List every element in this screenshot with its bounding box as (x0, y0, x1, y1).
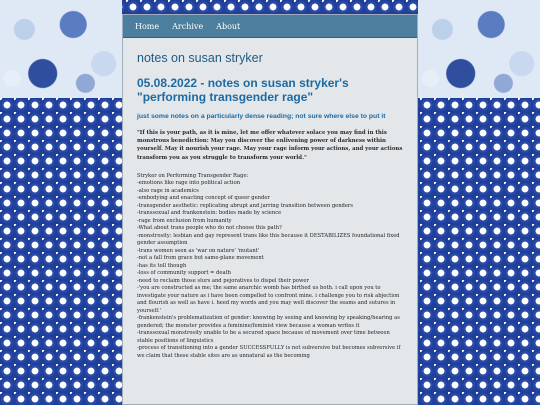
post-content (123, 51, 417, 360)
blog-title: notes on susan stryker (137, 51, 263, 65)
post-quote: "If this is your path, as it is mine, let me offer whatever solace you may find in this monstrous benediction: May you discover the enlivening power of darkness within yourself. May it nourish your rage. May your rage inform your actions, and your actions transform you as you struggle to transform your world." (137, 130, 403, 161)
notes-line: -embodying and enacting concept of queer gender (137, 195, 270, 202)
notes-line: -trans women seen as 'war on nature' 'mutant' (137, 247, 260, 254)
notes-line: -rage from exclusion from humanity (137, 217, 232, 224)
notes-line: -has its toll though (137, 262, 187, 269)
notes-line: -monstrosity: lesbian and gay represent trans like this because it DESTABILIZES foundational fixed gender assumption (137, 232, 400, 247)
notes-line: -frankenstein's problematization of gender: knowing by seeing and knowing by speaking/hearing as gendered; the monster provides a feminine/feminist view because a woman writes it (137, 315, 400, 329)
notes-line: -transgender aesthetic: replicating abrupt and jarring transition between genders (137, 202, 354, 209)
notes-line: -What about trans people who do not choose this path? (137, 225, 282, 232)
top-nav (123, 15, 417, 38)
nav-archive-link[interactable]: Archive (172, 21, 204, 31)
notes-line: -'you are constructed as me; the same anarchic womb has birthed us both. i call upon you to investigate your nature as i have been compelled to confront mine. i challenge you to risk abjection and flourish as well as have i. heed my words and you may well discover the seams and sutures in yourself.' (137, 285, 400, 314)
notes-line: -not a fall from grace but same-plane movement (137, 255, 264, 262)
floral-decoration-left (0, 0, 122, 98)
notes-line: -transsexual and frankenstein: bodies made by science (137, 210, 282, 217)
notes-line: -need to reclaim those slurs and pejoratives to dispel their power (137, 277, 309, 284)
blog-page (122, 14, 418, 405)
notes-line: -process of transitioning into a gender SUCCESSFULLY is not subversive but becomes subversive if we claim that these stable sites are as unnatural as the becoming (137, 345, 401, 359)
notes-list (137, 173, 403, 361)
notes-line: -transsexual monstrosity unable to be a secured space because of movement over time between stable positions of linguistics (137, 330, 390, 344)
post-title: 05.08.2022 - notes on susan stryker's "performing transgender rage" (137, 76, 349, 104)
nav-about-link[interactable]: About (216, 21, 241, 31)
notes-line: -loss of community support = death (137, 270, 231, 277)
nav-home-link[interactable]: Home (135, 21, 160, 31)
notes-line: -also rage in academics (137, 187, 199, 194)
notes-line: -emotions like rage into political action (137, 180, 241, 187)
notes-line: Stryker on Performing Transgender Rage: (137, 172, 249, 179)
floral-decoration-right (418, 0, 540, 98)
post-subtitle: just some notes on a particularly dense reading; not sure where else to put it (137, 113, 386, 120)
